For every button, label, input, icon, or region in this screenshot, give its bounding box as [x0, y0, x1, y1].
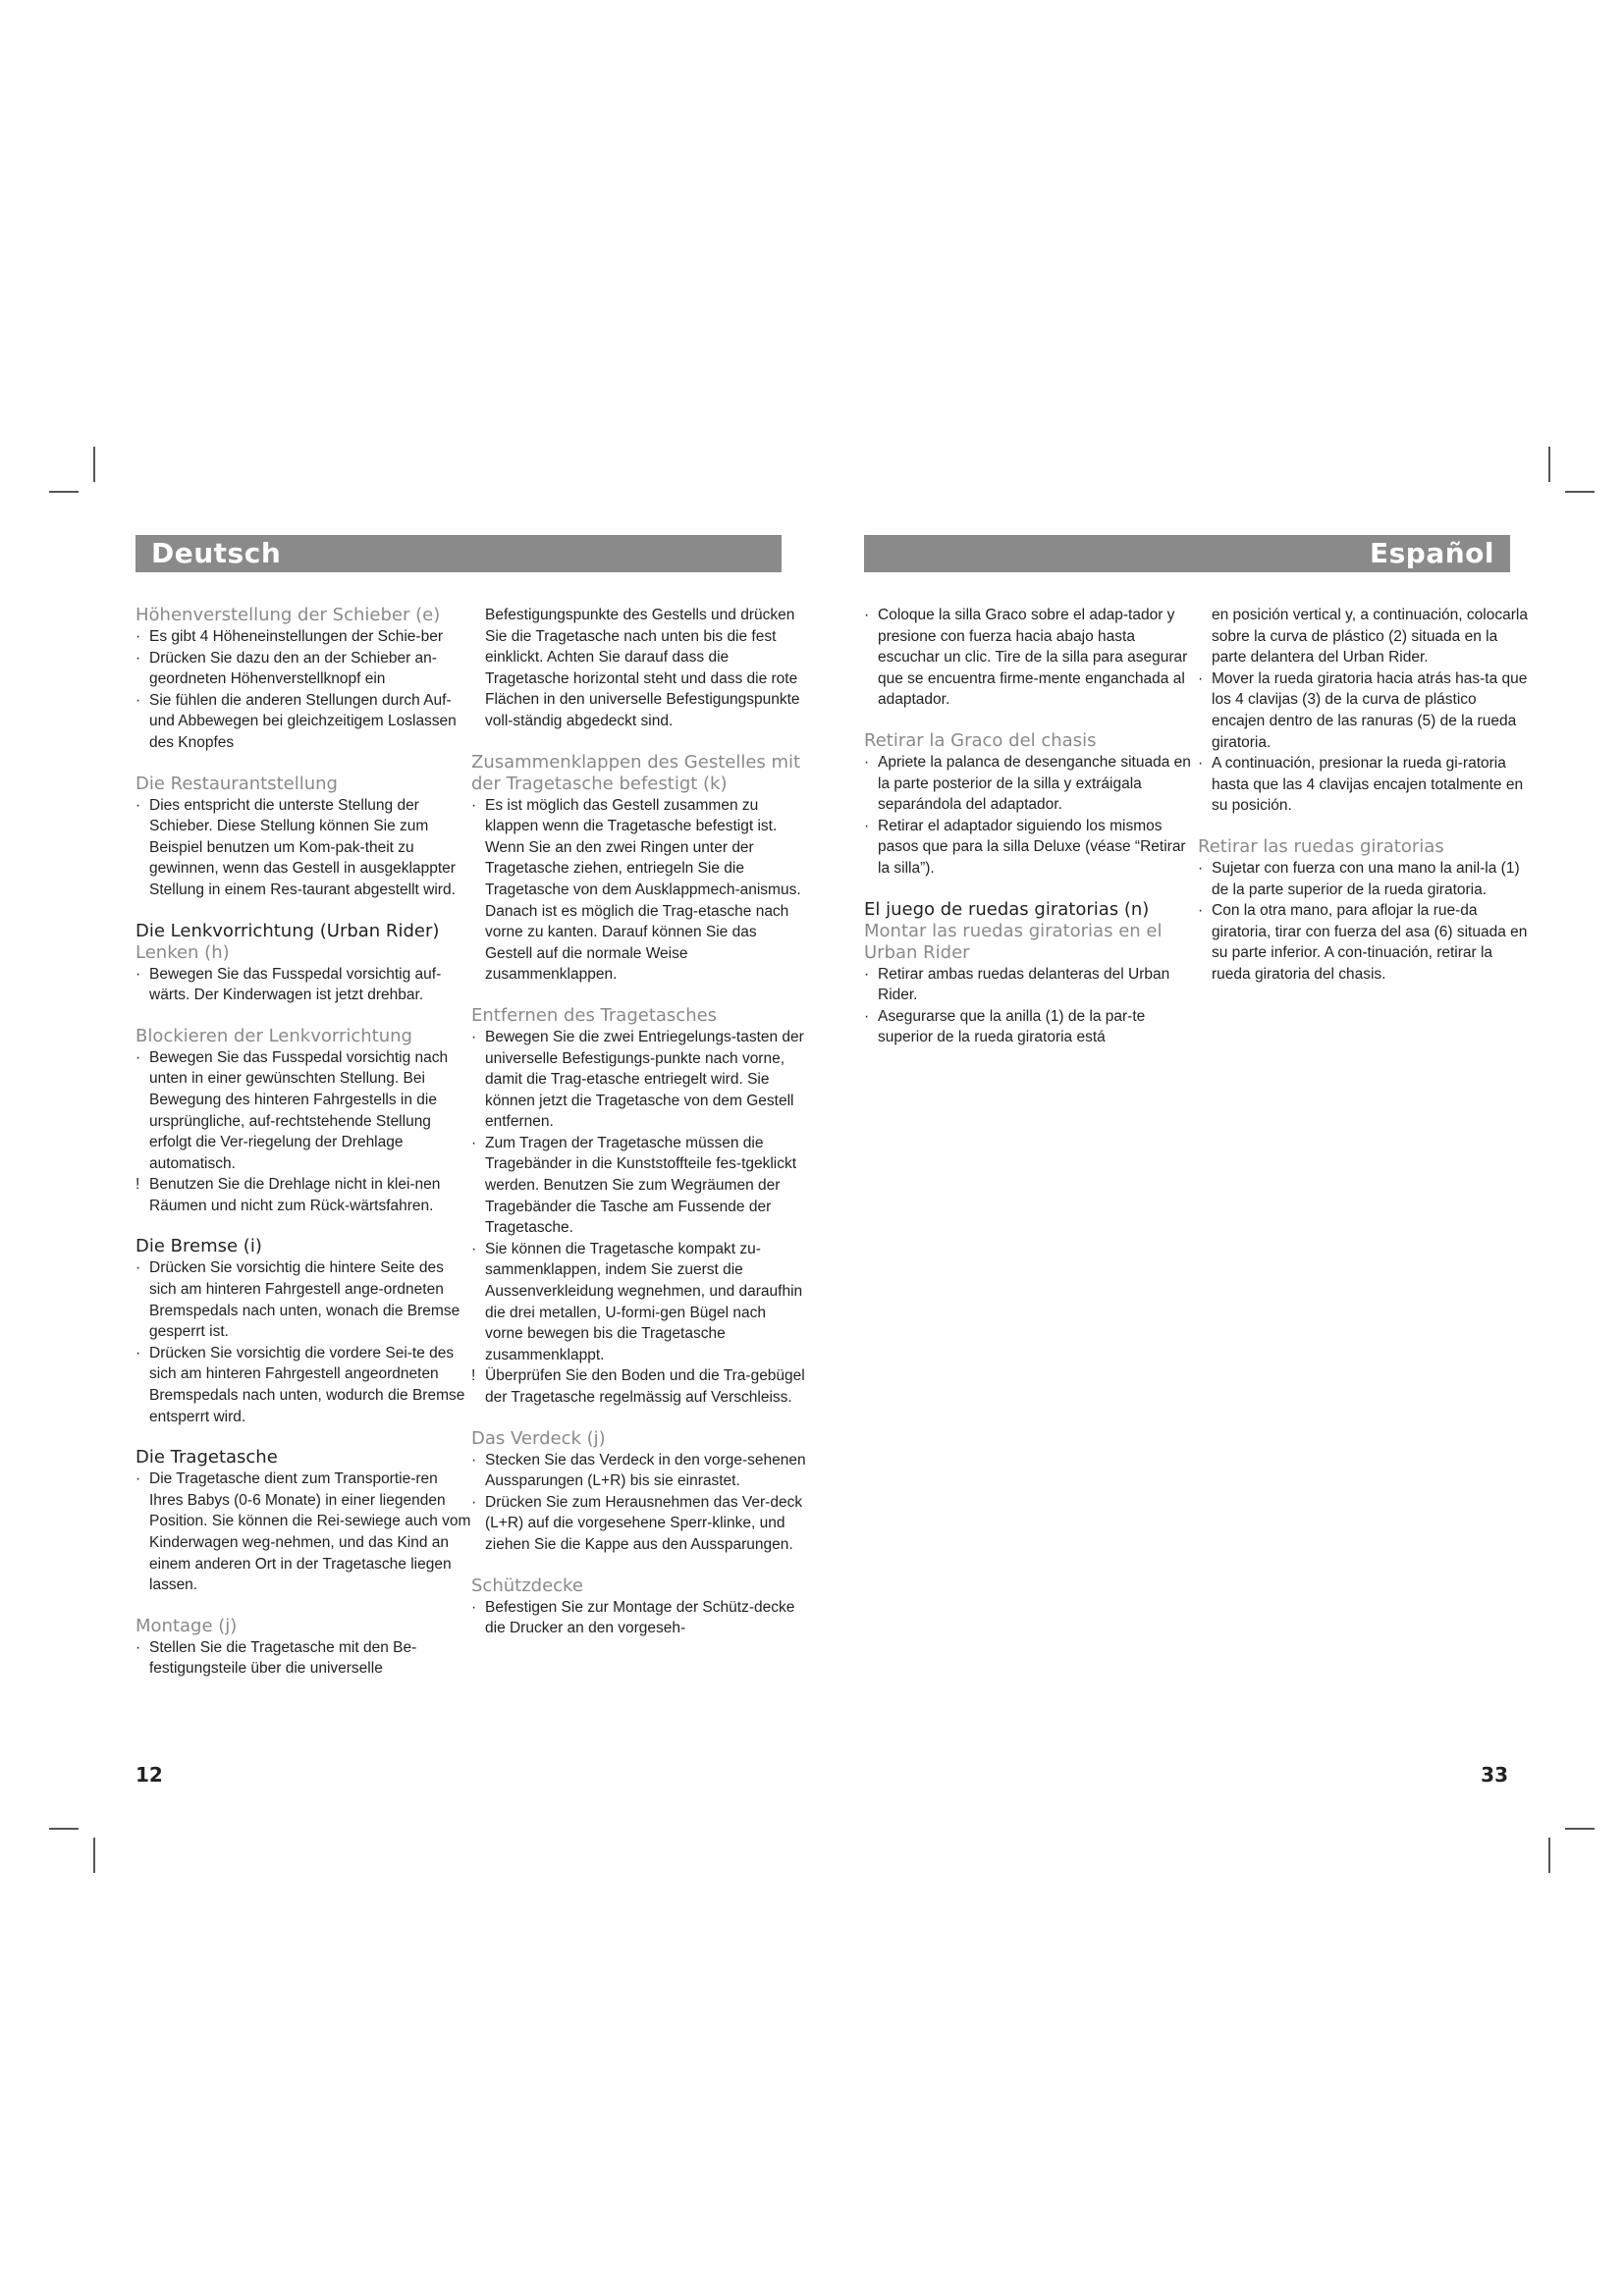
item-text: Apriete la palanca de desenganche situada en la parte posterior de la silla y extráigala separándola del adaptador.	[878, 753, 1191, 814]
section	[864, 899, 1200, 1048]
language-header-band-left	[135, 535, 782, 572]
item-text: Die Tragetasche dient zum Transportie-ren Ihres Babys (0-6 Monate) in einer liegenden Position. Sie können die Rei-sewiege auch vom Kinderwagen weg-nehmen, und das Kind an einem anderen Ort in der Tragetasche liegen lassen.	[149, 1470, 471, 1594]
crop-mark	[49, 1828, 79, 1830]
section	[864, 605, 1200, 711]
section	[471, 605, 807, 732]
left-page-column-2	[471, 605, 807, 1659]
bullet-marker: ·	[1198, 669, 1204, 687]
section-heading: Die Restaurantstellung	[135, 773, 338, 794]
list-item	[471, 1450, 807, 1492]
language-header-deutsch: Deutsch	[151, 537, 282, 569]
crop-mark	[1565, 491, 1595, 493]
list-item	[1198, 605, 1534, 668]
item-text: Asegurarse que la anilla (1) de la par-te superior de la rueda giratoria está	[878, 1007, 1146, 1046]
crop-mark	[1548, 447, 1550, 482]
section-heading: Schützdecke	[471, 1575, 583, 1596]
bullet-marker: ·	[135, 1048, 141, 1066]
item-text: Mover la rueda giratoria hacia atrás has-ta que los 4 clavijas (3) de la curva de plástico encajen dentro de las ranuras (5) de la rueda giratoria.	[1212, 669, 1528, 751]
section-heading: Entfernen des Tragetasches	[471, 1004, 718, 1026]
bullet-marker: ·	[864, 753, 870, 771]
list-item	[1198, 900, 1534, 985]
item-text: Stecken Sie das Verdeck in den vorge-sehenen Aussparungen (L+R) bis sie einrastet.	[485, 1451, 806, 1490]
bullet-marker: ·	[471, 1134, 477, 1151]
section	[471, 752, 807, 986]
language-header-espanol: Español	[1370, 537, 1494, 569]
item-text: Drücken Sie vorsichtig die hintere Seite des sich am hinteren Fahrgestell ange-ordneten Bremspedals nach unten, wonach die Bremse gesperrt ist.	[149, 1259, 460, 1341]
item-text: Coloque la silla Graco sobre el adap-tador y presione con fuerza hacia abajo hasta escuchar un clic. Tire de la silla para asegurar que se encuentra firme-mente enganchada al adaptador.	[878, 607, 1188, 709]
item-text: en posición vertical y, a continuación, colocarla sobre la curva de plástico (2) situada en la parte delantera del Urban Rider.	[1212, 607, 1528, 667]
list-item	[864, 605, 1200, 711]
list-item	[864, 1006, 1200, 1048]
item-text: Stellen Sie die Tragetasche mit den Be-festigungsteile über die universelle	[149, 1638, 417, 1678]
list-item	[135, 1343, 471, 1427]
item-text: Bewegen Sie die zwei Entriegelungs-tasten der universelle Befestigungs-punkte nach vorne, damit die Trag-etasche entriegelt wird. Sie können jetzt die Tragetasche von dem Gestell entfernen.	[485, 1028, 804, 1131]
bullet-marker: ·	[135, 965, 141, 983]
warning-item	[135, 1174, 471, 1216]
section	[135, 1447, 471, 1596]
list-item	[471, 1133, 807, 1239]
section-heading: Die Lenkvorrichtung (Urban Rider)	[135, 920, 440, 941]
section-subheading: Montar las ruedas giratorias en el Urban Rider	[864, 920, 1163, 963]
bullet-marker: ·	[135, 649, 141, 667]
bullet-marker: ·	[471, 1028, 477, 1045]
bullet-marker: ·	[471, 796, 477, 814]
item-text: A continuación, presionar la rueda gi-ratoria hasta que las 4 clavijas encajen totalmente en su posición.	[1212, 755, 1524, 815]
list-item	[135, 1468, 471, 1596]
item-text: Dies entspricht die unterste Stellung der Schieber. Diese Stellung können Sie zum Beispiel benutzen um Kom-pak-theit zu gewinnen, wenn das Gestell in ausgeklappter Stellung in einem Res-taurant abgestellt wird.	[149, 796, 456, 898]
warning-marker: !	[135, 1176, 140, 1194]
section-heading: Montage (j)	[135, 1615, 238, 1636]
section-subheading: Lenken (h)	[135, 941, 230, 963]
page-number-right: 33	[1481, 1763, 1508, 1787]
item-text: Bewegen Sie das Fusspedal vorsichtig auf-wärts. Der Kinderwagen ist jetzt drehbar.	[149, 965, 442, 1004]
list-item	[471, 605, 807, 732]
section	[1198, 605, 1534, 817]
bullet-marker: ·	[864, 817, 870, 834]
crop-mark	[93, 1838, 95, 1873]
right-page-column-2	[1198, 605, 1534, 1005]
section-heading: Retirar las ruedas giratorias	[1198, 835, 1444, 857]
item-text: Überprüfen Sie den Boden und die Tra-gebügel der Tragetasche regelmässig auf Verschleiss.	[485, 1367, 805, 1406]
list-item	[135, 690, 471, 754]
bullet-marker: ·	[135, 1259, 141, 1277]
bullet-marker: ·	[135, 796, 141, 814]
bullet-marker: ·	[135, 1638, 141, 1656]
bullet-marker: ·	[864, 1007, 870, 1025]
section	[1198, 836, 1534, 986]
section	[135, 605, 471, 754]
bullet-marker: ·	[1198, 859, 1204, 877]
item-text: Retirar ambas ruedas delanteras del Urban Rider.	[878, 965, 1170, 1004]
list-item	[135, 1257, 471, 1342]
item-text: Zum Tragen der Tragetasche müssen die Tragebänder in die Kunststoffteile fes-tgeklickt werden. Benutzen Sie zum Wegräumen der Tragebänder die Tasche am Fussende der Tragetasche.	[485, 1134, 797, 1237]
bullet-marker: ·	[864, 607, 870, 623]
item-text: Es gibt 4 Höheneinstellungen der Schie-ber	[149, 628, 443, 645]
section-heading: Höhenverstellung der Schieber (e)	[135, 605, 441, 625]
section	[471, 1575, 807, 1639]
bullet-marker: ·	[135, 691, 141, 709]
section	[135, 774, 471, 901]
item-text: Befestigen Sie zur Montage der Schütz-decke die Drucker an den vorgeseh-	[485, 1598, 795, 1637]
item-text: Con la otra mano, para aflojar la rue-da giratoria, tirar con fuerza del asa (6) situada en su parte inferior. A con-tinuación, retirar la rueda giratoria del chasis.	[1212, 902, 1528, 983]
item-text: Sujetar con fuerza con una mano la anil-la (1) de la parte superior de la rueda giratoria.	[1212, 859, 1520, 898]
bullet-marker: ·	[135, 1344, 141, 1362]
item-text: Es ist möglich das Gestell zusammen zu klappen wenn die Tragetasche befestigt ist. Wenn Sie an den zwei Ringen unter der Tragetasche ziehen, entriegeln Sie die Tragetasche von dem Ausklappmech-anismus. Danach ist es möglich die Trag-etasche nach vorne zu kanten. Darauf können Sie das Gestell auf die normale Weise zusammenklappen.	[485, 796, 801, 984]
crop-mark	[93, 447, 95, 482]
list-item	[135, 964, 471, 1006]
section-heading: El juego de ruedas giratorias (n)	[864, 898, 1150, 920]
section-heading: Retirar la Graco del chasis	[864, 729, 1097, 751]
item-text: Benutzen Sie die Drehlage nicht in klei-nen Räumen und nicht zum Rück-wärtsfahren.	[149, 1176, 441, 1214]
crop-mark	[1565, 1828, 1595, 1830]
item-text: Sie fühlen die anderen Stellungen durch Auf- und Abbewegen bei gleichzeitigem Loslassen des Knopfes	[149, 691, 457, 751]
list-item	[864, 964, 1200, 1006]
list-item	[135, 795, 471, 901]
item-text: Bewegen Sie das Fusspedal vorsichtig nach unten in einer gewünschten Stellung. Bei Bewegung des hinteren Fahrgestells in die ursprüngliche, auf-rechtstehende Stellung erfolgt die Ver-riegelung der Drehlage automatisch.	[149, 1048, 449, 1172]
section	[135, 1236, 471, 1427]
section	[135, 1026, 471, 1217]
section-heading: Blockieren der Lenkvorrichtung	[135, 1025, 412, 1046]
bullet-marker: ·	[135, 628, 141, 645]
bullet-marker: ·	[135, 1470, 141, 1488]
bullet-marker: ·	[1198, 755, 1204, 773]
bullet-marker: ·	[471, 1493, 477, 1511]
item-text: Retirar el adaptador siguiendo los mismos pasos que para la silla Deluxe (véase “Retirar la silla”).	[878, 817, 1186, 877]
list-item	[471, 795, 807, 986]
section-heading: Das Verdeck (j)	[471, 1427, 606, 1449]
list-item	[135, 626, 471, 648]
bullet-marker: ·	[1198, 902, 1204, 920]
crop-mark	[49, 491, 79, 493]
section-heading: Die Tragetasche	[135, 1447, 278, 1468]
section-heading: Zusammenklappen des Gestelles mit der Tragetasche befestigt (k)	[471, 751, 801, 794]
list-item	[1198, 858, 1534, 900]
section-heading: Die Bremse (i)	[135, 1236, 262, 1257]
section	[471, 1005, 807, 1409]
list-item	[135, 648, 471, 690]
bullet-marker: ·	[471, 1240, 477, 1257]
list-item	[1198, 753, 1534, 817]
item-text: Befestigungspunkte des Gestells und drücken Sie die Tragetasche nach unten bis die fest einklickt. Achten Sie darauf dass die Tragetasche horizontal steht und dass die rote Flächen in den universelle Befestigungspunkte voll-ständig abgedeckt sind.	[485, 607, 800, 729]
right-page-column-1	[864, 605, 1200, 1068]
list-item	[471, 1492, 807, 1556]
list-item	[471, 1027, 807, 1133]
bullet-marker: ·	[471, 1451, 477, 1468]
item-text: Drücken Sie dazu den an der Schieber an-geordneten Höhenverstellknopf ein	[149, 649, 437, 688]
list-item	[471, 1597, 807, 1639]
item-text: Drücken Sie zum Herausnehmen das Ver-deck (L+R) auf die vorgesehene Sperr-klinke, und ziehen Sie die Kappe aus den Aussparungen.	[485, 1493, 803, 1553]
warning-marker: !	[471, 1367, 476, 1385]
item-text: Drücken Sie vorsichtig die vordere Sei-te des sich am hinteren Fahrgestell angeordneten Bremspedals nach unten, wodurch die Bremse entsperrt wird.	[149, 1344, 465, 1425]
section	[864, 730, 1200, 880]
page-number-left: 12	[135, 1763, 163, 1787]
section	[471, 1428, 807, 1556]
item-text: Sie können die Tragetasche kompakt zu-sammenklappen, indem Sie zuerst die Aussenverkleidung wegnehmen, und daraufhin die drei metallen, U-formi-gen Bügel nach vorne bewegen bis die Tragetasche zusammenklappt.	[485, 1240, 803, 1363]
list-item	[864, 816, 1200, 880]
bullet-marker: ·	[864, 965, 870, 983]
section	[135, 1616, 471, 1680]
list-item	[1198, 668, 1534, 753]
list-item	[135, 1047, 471, 1175]
warning-item	[471, 1365, 807, 1408]
bullet-marker: ·	[471, 1598, 477, 1616]
left-page-column-1	[135, 605, 471, 1699]
section	[135, 921, 471, 1006]
list-item	[135, 1637, 471, 1680]
crop-mark	[1548, 1838, 1550, 1873]
list-item	[471, 1239, 807, 1366]
language-header-band-right	[864, 535, 1510, 572]
list-item	[864, 752, 1200, 816]
